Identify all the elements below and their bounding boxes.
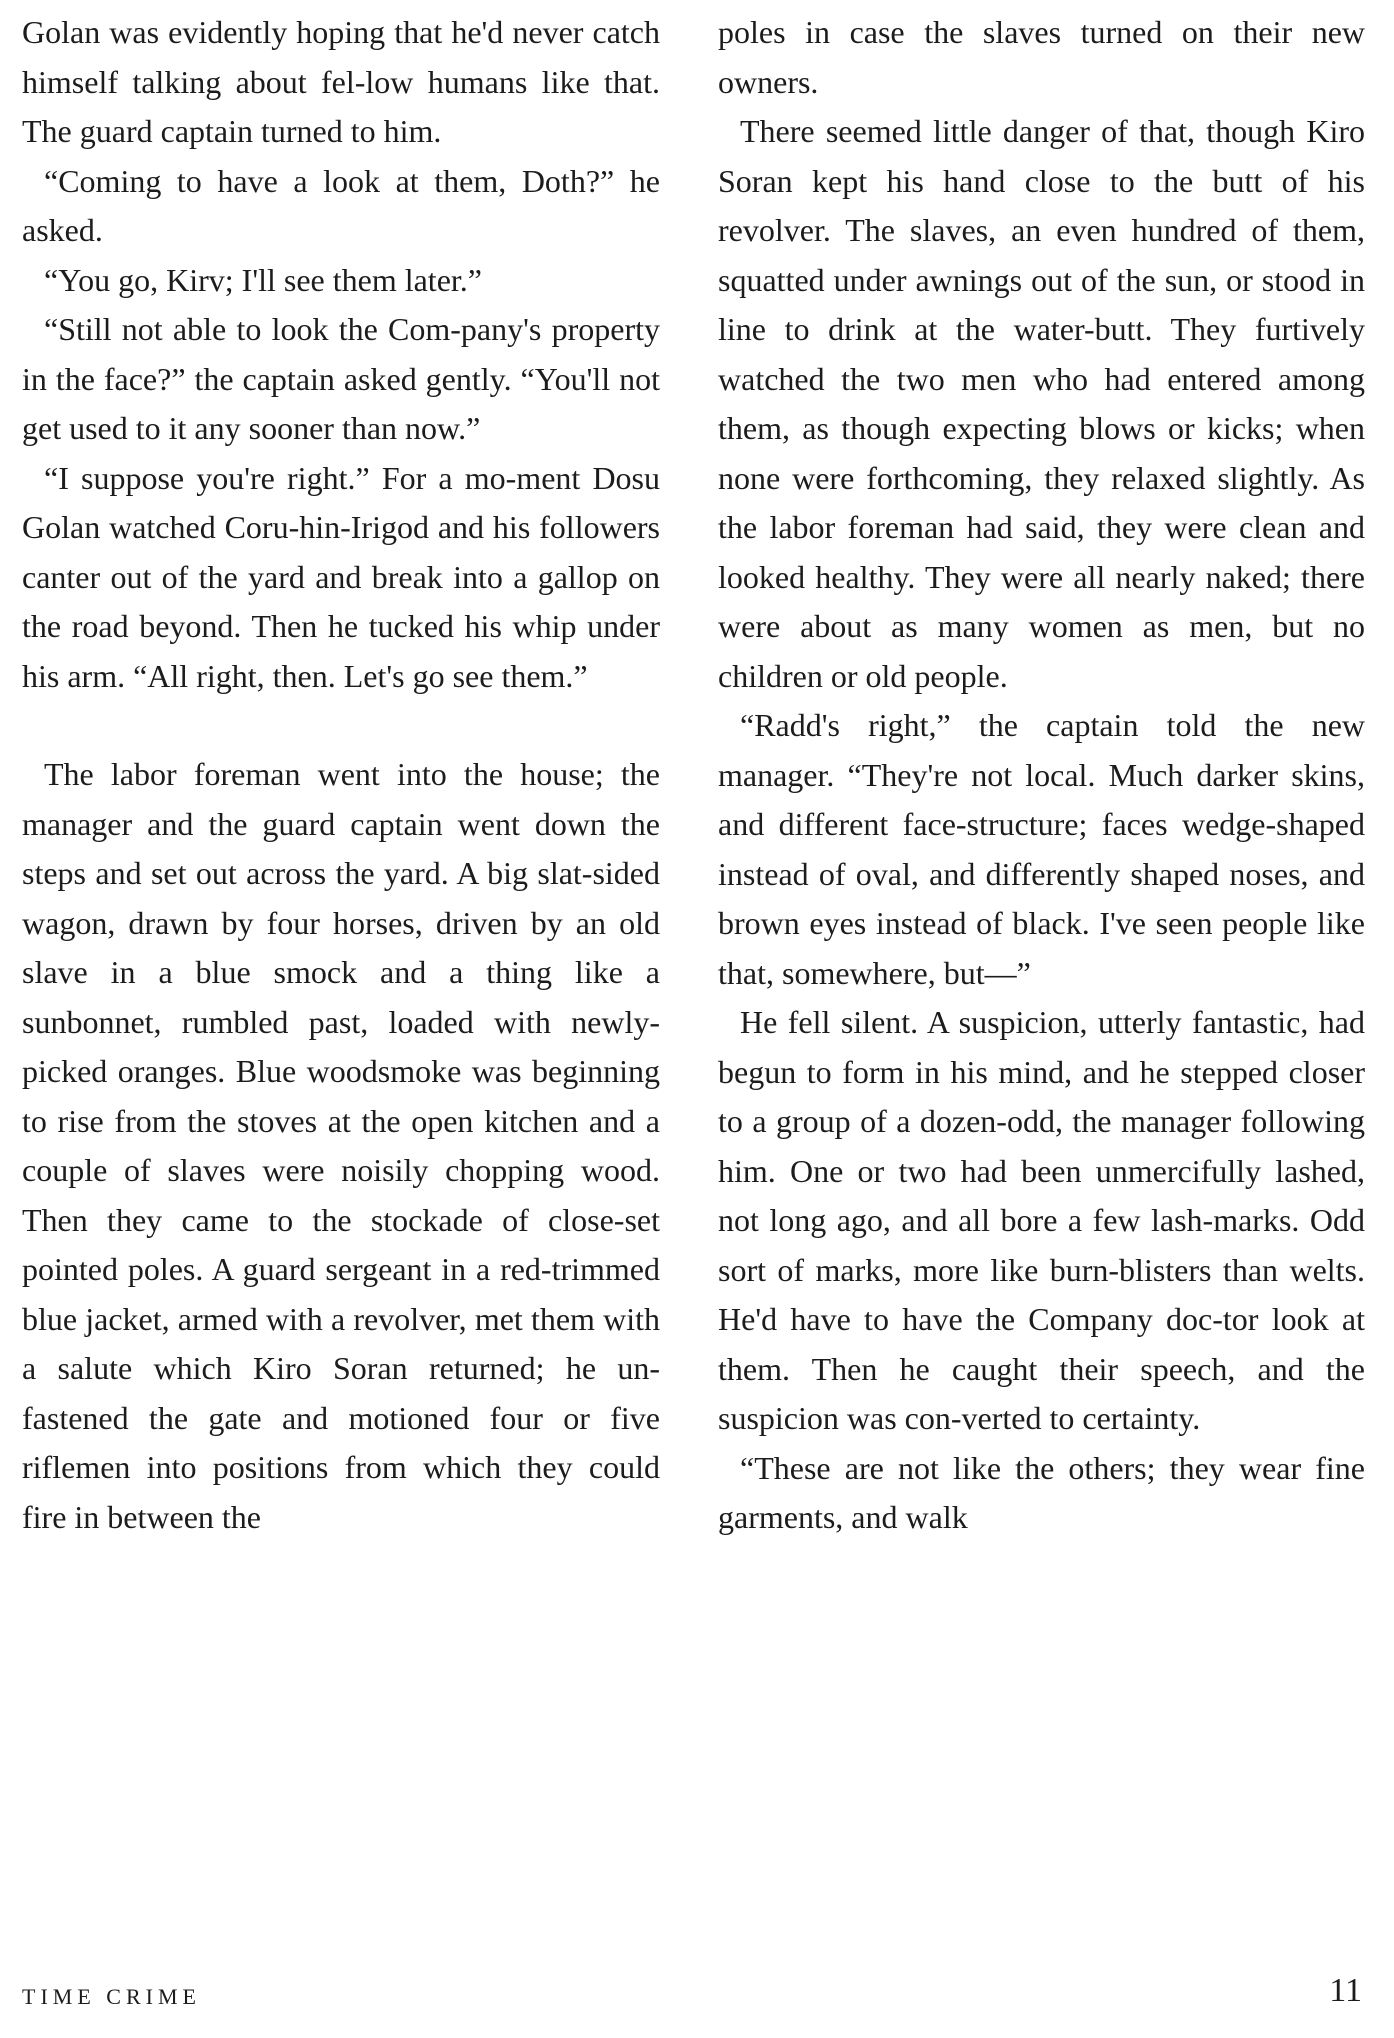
paragraph: poles in case the slaves turned on their new owners. — [718, 14, 1365, 100]
paragraph: He fell silent. A suspicion, utterly fantastic, had begun to form in his mind, and he stepped closer to a group of a dozen-odd, the manager following him. One or two had been unmercifully lashed, not long ago, and all bore a few lash-marks. Odd sort of marks, more like burn-blisters than welts. He'd have to have the Company doc-tor look at them. Then he caught their speech, and the suspicion was con-verted to certainty. — [718, 1004, 1365, 1436]
running-head: TIME CRIME — [22, 1984, 201, 2009]
right-column — [718, 8, 1365, 1543]
paragraph: The labor foreman went into the house; the manager and the guard captain went down the steps and set out across the yard. A big slat-sided wagon, drawn by four horses, driven by an old slave in a blue smock and a thing like a sunbonnet, rumbled past, loaded with newly-picked oranges. Blue woodsmoke was beginning to rise from the stoves at the open kitchen and a couple of slaves were noisily chopping wood. Then they came to the stockade of close-set pointed poles. A guard sergeant in a red-trimmed blue jacket, armed with a revolver, met them with a salute which Kiro Soran returned; he un-fastened the gate and motioned four or five riflemen into positions from which they could fire in between the — [22, 756, 660, 1535]
page-number: 11 — [1329, 1972, 1362, 2009]
page-footer — [22, 1968, 1362, 2018]
paragraph: “Radd's right,” the captain told the new manager. “They're not local. Much darker skins, and different face-structure; faces wedge-shaped instead of oval, and differently shaped noses, and brown eyes instead of black. I've seen people like that, somewhere, but—” — [718, 707, 1365, 991]
section-break — [22, 701, 660, 750]
paragraph: “Coming to have a look at them, Doth?” he asked. — [22, 162, 660, 248]
paragraph: There seemed little danger of that, though Kiro Soran kept his hand close to the butt of his revolver. The slaves, an even hundred of them, squatted under awnings out of the sun, or stood in line to drink at the water-butt. They furtively watched the two men who had entered among them, as though expecting blows or kicks; when none were forthcoming, they relaxed slightly. As the labor foreman had said, they were clean and looked healthy. They were all nearly naked; there were about as many women as men, but no children or old people. — [718, 113, 1365, 694]
paragraph: “These are not like the others; they wear fine garments, and walk — [718, 1449, 1365, 1535]
paragraph: Golan was evidently hoping that he'd never catch himself talking about fel-low humans like that. The guard captain turned to him. — [22, 14, 660, 149]
paragraph: “You go, Kirv; I'll see them later.” — [44, 261, 482, 298]
paragraph: “I suppose you're right.” For a mo-ment Dosu Golan watched Coru-hin-Irigod and his followers canter out of the yard and break into a gallop on the road beyond. Then he tucked his whip under his arm. “All right, then. Let's go see them.” — [22, 459, 660, 694]
paragraph: “Still not able to look the Com-pany's property in the face?” the captain asked gently. “You'll not get used to it any sooner than now.” — [22, 311, 660, 446]
left-column — [22, 8, 660, 1542]
